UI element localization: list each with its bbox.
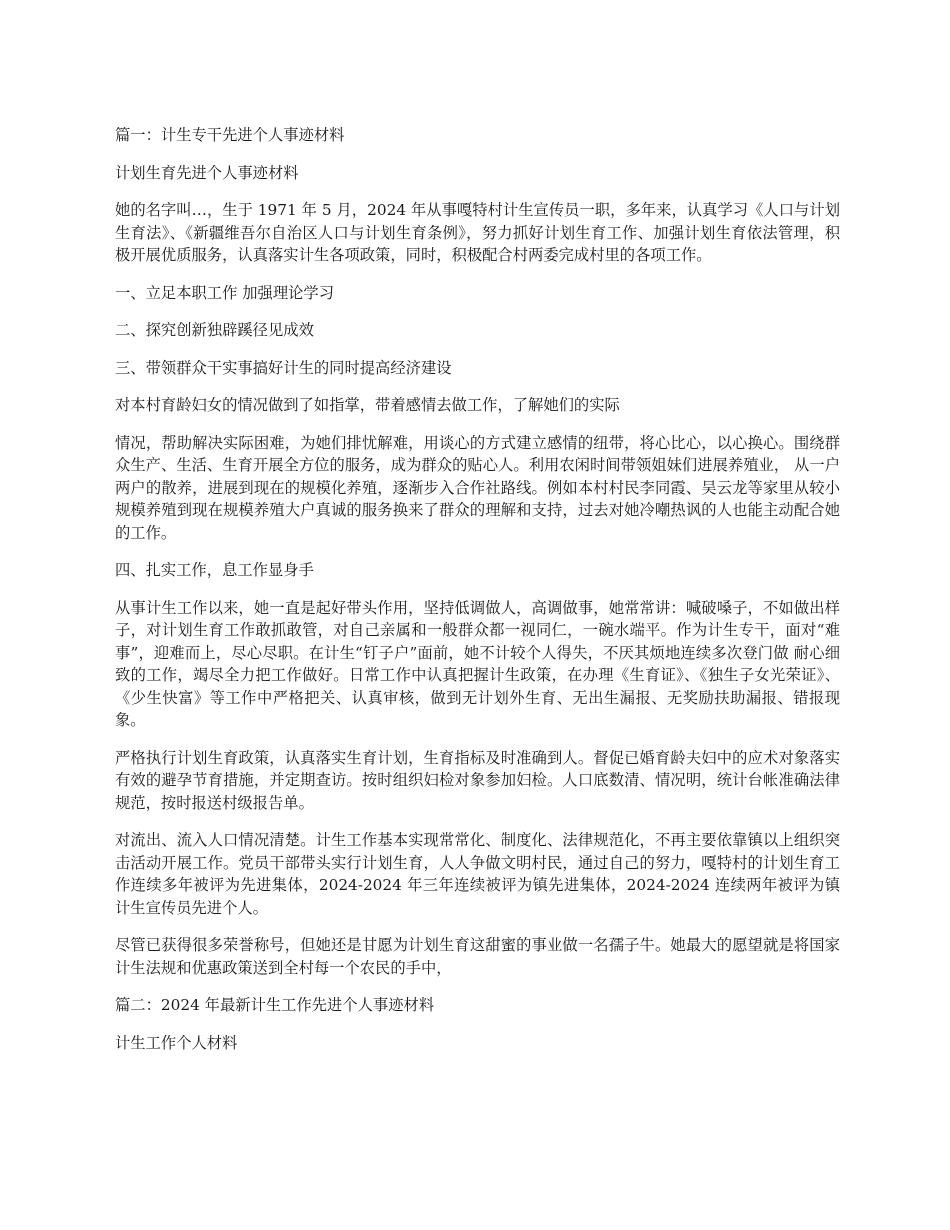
subheading-1: 一、立足本职工作 加强理论学习 (115, 283, 335, 302)
subheading-3: 三、带领群众干实事搞好计生的同时提高经济建设 (115, 358, 452, 377)
subheading-4: 四、扎实工作，息工作显身手 (115, 561, 314, 579)
body-paragraph: 对本村育龄妇女的情况做到了如指掌，带着感情去做工作，了解她们的实际 (115, 396, 620, 414)
section-heading-1: 篇一：计生专干先进个人事迹材料 (115, 126, 345, 144)
section-heading-2: 篇二：2024 年最新计生工作先进个人事迹材料 (115, 996, 435, 1014)
document-page (115, 124, 840, 1069)
body-paragraph: 她的名字叫…，生于 1971 年 5 月，2024 年从事嘎特村计生宣传员一职，多年来，认真学习《人口与计划生育法》、《新疆维吾尔自治区人口与计划生育条例》，努力抓好计划生育工作、加强计划生育依法管理，积极开展优质服务，认真落实计生各项政策，同时，积极配合村两委完成村里的各项工作。 (115, 201, 840, 264)
body-paragraph: 情况，帮助解决实际困难，为她们排忧解难，用谈心的方式建立感情的纽带，将心比心，以心换心。围绕群众生产、生活、生育开展全方位的服务，成为群众的贴心人。利用农闲时间带领姐妹们进展养殖业， 从一户两户的散养，进展到现在的规模化养殖，逐渐步入合作社路线。例如本村村民李同霞、吴云龙等家里从较小规模养殖到现在规模养殖大户真诚的服务换来了群众的理解和支持，过去对她冷嘲热讽的人也能主动配合她的工作。 (115, 433, 840, 542)
document-title: 计划生育先进个人事迹材料 (115, 163, 299, 182)
body-paragraph: 严格执行计划生育政策，认真落实生育计划，生育指标及时准确到人。督促已婚育龄夫妇中的应术对象落实有效的避孕节育措施，并定期查访。按时组织妇检对象参加妇检。人口底数清、情况明，统计台帐准确法律规范，按时报送村级报告单。 (115, 748, 840, 812)
body-paragraph: 对流出、流入人口情况清楚。计生工作基本实现常常化、制度化、法律规范化，不再主要依靠镇以上组织突击活动开展工作。党员干部带头实行计划生育，人人争做文明村民，通过自己的努力，嘎特村的计划生育工作连续多年被评为先进集体，2024-2024 年三年连续被评为镇先进集体，2024-2024 连续两年被评为镇计生宣传员先进个人。 (115, 831, 840, 917)
document-title-2: 计生工作个人材料 (115, 1033, 238, 1052)
subheading-2: 二、探究创新独辟蹊径见成效 (115, 321, 314, 339)
body-paragraph: 尽管已获得很多荣誉称号，但她还是甘愿为计划生育这甜蜜的事业做一名孺子牛。她最大的愿望就是将国家计生法规和优惠政策送到全村每一个农民的手中， (115, 936, 840, 977)
body-paragraph: 从事计生工作以来，她一直是起好带头作用，坚持低调做人，高调做事，她常常讲：喊破嗓子，不如做出样子，对计划生育工作敢抓敢管，对自己亲属和一般群众都一视同仁，一碗水端平。作为计生专干，面对“难事”，迎难而上，尽心尽职。在计生“钉子户”面前，她不计较个人得失，不厌其烦地连续多次登门做 耐心细致的工作，竭尽全力把工作做好。日常工作中认真把握计生政策，在办理《生育证》、《独生子女光荣证》、《少生快富》等工作中严格把关、认真审核，做到无计划外生育、无出生漏报、无奖励扶助漏报、错报现象。 (115, 598, 840, 729)
